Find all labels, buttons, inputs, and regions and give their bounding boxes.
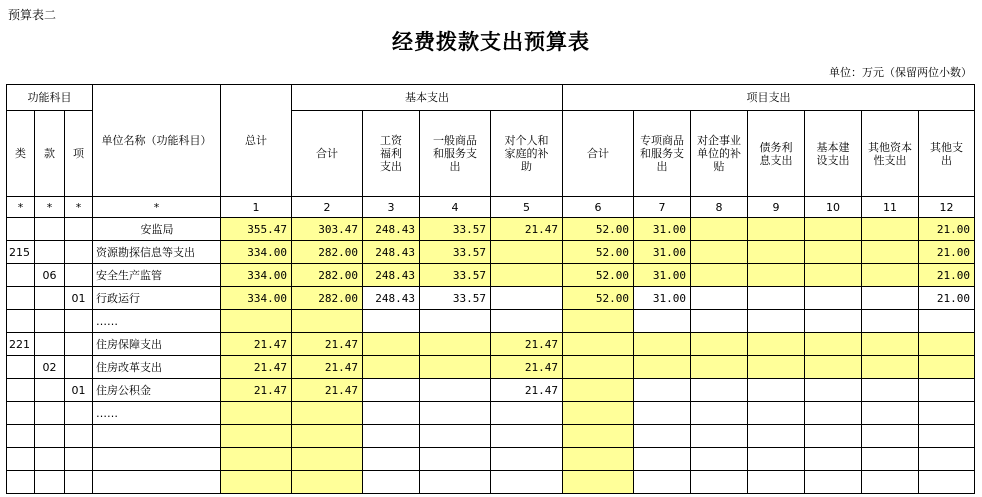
cell-kuan: [35, 218, 65, 241]
cell-value: 21.47: [292, 356, 363, 379]
cell-value: [363, 471, 420, 494]
cell-value: [634, 310, 691, 333]
cell-value: [748, 333, 805, 356]
cell-kuan: [35, 333, 65, 356]
cell-value: [919, 448, 975, 471]
table-row: [7, 264, 975, 287]
cell-value: 21.00: [919, 241, 975, 264]
cell-value: [221, 448, 292, 471]
cell-kuan: [35, 379, 65, 402]
cell-value: 21.47: [221, 356, 292, 379]
cell-value: [563, 356, 634, 379]
cell-value: [919, 471, 975, 494]
form-label: 预算表二: [8, 8, 57, 22]
cell-value: [420, 310, 491, 333]
cell-value: 248.43: [363, 218, 420, 241]
table-row: [7, 241, 975, 264]
cell-xiang: 01: [65, 287, 93, 310]
cell-value: [420, 379, 491, 402]
cell-value: [691, 356, 748, 379]
cell-value: 21.00: [919, 218, 975, 241]
cell-kuan: [35, 241, 65, 264]
cell-value: [748, 356, 805, 379]
table-row: [7, 287, 975, 310]
cell-value: [563, 402, 634, 425]
cell-value: [805, 333, 862, 356]
cell-value: [292, 425, 363, 448]
cell-value: 21.00: [919, 264, 975, 287]
cell-value: [805, 448, 862, 471]
cell-unit-name: 资源勘探信息等支出: [93, 241, 221, 264]
index-cell: 4: [420, 197, 491, 218]
cell-value: [491, 241, 563, 264]
cell-value: 33.57: [420, 264, 491, 287]
cell-value: [563, 448, 634, 471]
table-row: [7, 310, 975, 333]
header-basic: 基本支出: [292, 85, 563, 111]
cell-value: [363, 310, 420, 333]
cell-value: [292, 448, 363, 471]
cell-value: [634, 379, 691, 402]
cell-value: [420, 425, 491, 448]
cell-value: [420, 402, 491, 425]
cell-xiang: [65, 425, 93, 448]
cell-value: [862, 356, 919, 379]
index-cell: 9: [748, 197, 805, 218]
cell-value: [805, 264, 862, 287]
cell-value: 21.47: [221, 333, 292, 356]
cell-value: [862, 287, 919, 310]
header-enterprise: 对企事业单位的补贴: [691, 111, 748, 197]
cell-value: [420, 356, 491, 379]
header-basic-sum: 合计: [292, 111, 363, 197]
index-row: [7, 197, 975, 218]
cell-xiang: 01: [65, 379, 93, 402]
page-title: 经费拨款支出预算表: [392, 29, 590, 54]
cell-value: [363, 425, 420, 448]
cell-value: 21.47: [292, 379, 363, 402]
header-func-subject: 功能科目: [7, 85, 93, 111]
cell-value: 52.00: [563, 264, 634, 287]
cell-value: [691, 425, 748, 448]
cell-value: 21.47: [491, 379, 563, 402]
header-construction: 基本建设支出: [805, 111, 862, 197]
cell-value: 52.00: [563, 241, 634, 264]
cell-xiang: [65, 264, 93, 287]
table-row: [7, 402, 975, 425]
cell-value: [491, 471, 563, 494]
cell-kuan: [35, 425, 65, 448]
cell-value: [691, 241, 748, 264]
cell-value: [363, 333, 420, 356]
cell-value: [862, 218, 919, 241]
index-cell: 6: [563, 197, 634, 218]
index-cell: 8: [691, 197, 748, 218]
cell-kuan: [35, 402, 65, 425]
cell-value: [221, 425, 292, 448]
cell-value: [691, 379, 748, 402]
index-cell: *: [93, 197, 221, 218]
table-row: [7, 448, 975, 471]
cell-value: 282.00: [292, 264, 363, 287]
cell-kuan: [35, 287, 65, 310]
header-kuan: 款: [35, 111, 65, 197]
cell-value: [691, 264, 748, 287]
cell-value: [748, 310, 805, 333]
cell-lei: [7, 379, 35, 402]
cell-lei: [7, 310, 35, 333]
cell-value: [563, 425, 634, 448]
cell-value: [862, 241, 919, 264]
cell-value: [292, 310, 363, 333]
cell-value: [563, 471, 634, 494]
cell-lei: 215: [7, 241, 35, 264]
cell-value: [691, 287, 748, 310]
index-cell: *: [65, 197, 93, 218]
cell-value: 248.43: [363, 241, 420, 264]
cell-xiang: [65, 310, 93, 333]
cell-value: [748, 379, 805, 402]
cell-value: [748, 241, 805, 264]
cell-unit-name: 住房保障支出: [93, 333, 221, 356]
cell-kuan: [35, 471, 65, 494]
header-other-capital: 其他资本性支出: [862, 111, 919, 197]
cell-value: [862, 425, 919, 448]
cell-value: [420, 333, 491, 356]
cell-value: [805, 425, 862, 448]
cell-value: 31.00: [634, 287, 691, 310]
cell-unit-name: [93, 425, 221, 448]
cell-value: [491, 425, 563, 448]
cell-value: [691, 471, 748, 494]
cell-value: [862, 310, 919, 333]
cell-value: [691, 402, 748, 425]
cell-value: [292, 402, 363, 425]
index-cell: 12: [919, 197, 975, 218]
header-project: 项目支出: [563, 85, 975, 111]
cell-value: [363, 402, 420, 425]
cell-value: [491, 264, 563, 287]
table-row: [7, 425, 975, 448]
cell-value: 334.00: [221, 241, 292, 264]
unit-note: 单位：万元（保留两位小数）: [829, 66, 972, 79]
cell-unit-name: 安全生产监管: [93, 264, 221, 287]
cell-value: [634, 356, 691, 379]
cell-value: [919, 379, 975, 402]
cell-value: [221, 471, 292, 494]
table-row: [7, 356, 975, 379]
cell-kuan: [35, 310, 65, 333]
cell-value: 33.57: [420, 241, 491, 264]
cell-value: [691, 333, 748, 356]
cell-kuan: 06: [35, 264, 65, 287]
table-row: [7, 379, 975, 402]
cell-value: [805, 241, 862, 264]
cell-value: [634, 471, 691, 494]
cell-value: [919, 310, 975, 333]
cell-value: [420, 471, 491, 494]
cell-value: [634, 402, 691, 425]
cell-value: [862, 448, 919, 471]
cell-value: [634, 425, 691, 448]
cell-lei: [7, 218, 35, 241]
index-cell: 11: [862, 197, 919, 218]
cell-xiang: [65, 448, 93, 471]
cell-value: [363, 356, 420, 379]
cell-value: [919, 356, 975, 379]
cell-value: 355.47: [221, 218, 292, 241]
cell-value: 282.00: [292, 287, 363, 310]
cell-xiang: [65, 333, 93, 356]
cell-value: 248.43: [363, 287, 420, 310]
cell-value: [748, 402, 805, 425]
cell-lei: [7, 471, 35, 494]
cell-value: [862, 333, 919, 356]
cell-value: [634, 333, 691, 356]
cell-xiang: [65, 471, 93, 494]
header-wages: 工资福利支出: [363, 111, 420, 197]
budget-table: [6, 84, 975, 494]
cell-value: [691, 218, 748, 241]
cell-value: [420, 448, 491, 471]
index-cell: 1: [221, 197, 292, 218]
cell-unit-name: 住房改革支出: [93, 356, 221, 379]
cell-value: [363, 448, 420, 471]
cell-value: 52.00: [563, 287, 634, 310]
index-cell: 7: [634, 197, 691, 218]
cell-unit-name: 住房公积金: [93, 379, 221, 402]
cell-xiang: [65, 402, 93, 425]
cell-value: [563, 333, 634, 356]
cell-xiang: [65, 218, 93, 241]
cell-kuan: 02: [35, 356, 65, 379]
cell-value: [634, 448, 691, 471]
cell-value: [691, 448, 748, 471]
header-unit-name: [93, 85, 221, 197]
cell-value: [563, 379, 634, 402]
cell-value: 21.47: [221, 379, 292, 402]
cell-unit-name: ……: [93, 402, 221, 425]
cell-value: [805, 356, 862, 379]
header-debt: 债务利息支出: [748, 111, 805, 197]
cell-value: [805, 218, 862, 241]
cell-value: [691, 310, 748, 333]
cell-xiang: [65, 356, 93, 379]
cell-value: 52.00: [563, 218, 634, 241]
index-cell: 3: [363, 197, 420, 218]
cell-lei: [7, 356, 35, 379]
header-other: 其他支出: [919, 111, 975, 197]
cell-value: 334.00: [221, 287, 292, 310]
cell-unit-name: 安监局: [93, 218, 221, 241]
cell-value: [491, 402, 563, 425]
cell-value: [862, 379, 919, 402]
cell-value: 31.00: [634, 264, 691, 287]
cell-value: 31.00: [634, 241, 691, 264]
cell-value: [221, 310, 292, 333]
cell-value: [919, 333, 975, 356]
table-row: [7, 333, 975, 356]
cell-value: 248.43: [363, 264, 420, 287]
cell-value: [919, 425, 975, 448]
cell-value: [748, 218, 805, 241]
cell-value: [363, 379, 420, 402]
cell-kuan: [35, 448, 65, 471]
cell-lei: [7, 287, 35, 310]
header-lei: 类: [7, 111, 35, 197]
cell-value: [805, 402, 862, 425]
cell-value: [748, 425, 805, 448]
cell-value: 33.57: [420, 218, 491, 241]
cell-value: [748, 264, 805, 287]
cell-value: 334.00: [221, 264, 292, 287]
cell-value: [805, 287, 862, 310]
header-total: 总计: [221, 85, 292, 197]
header-proj-sum: 合计: [563, 111, 634, 197]
cell-lei: [7, 402, 35, 425]
cell-value: 21.47: [292, 333, 363, 356]
cell-value: [221, 402, 292, 425]
cell-value: [919, 402, 975, 425]
cell-value: [862, 264, 919, 287]
cell-value: [491, 448, 563, 471]
cell-lei: 221: [7, 333, 35, 356]
header-special-goods: 专项商品和服务支出: [634, 111, 691, 197]
cell-value: 21.47: [491, 333, 563, 356]
cell-value: [805, 310, 862, 333]
cell-value: [491, 287, 563, 310]
cell-unit-name: 行政运行: [93, 287, 221, 310]
cell-unit-name: ……: [93, 310, 221, 333]
cell-unit-name: [93, 471, 221, 494]
cell-lei: [7, 448, 35, 471]
header-unit-name-text: 单位名称（功能科目）: [101, 134, 212, 147]
index-cell: 2: [292, 197, 363, 218]
cell-value: [805, 379, 862, 402]
cell-lei: [7, 425, 35, 448]
cell-value: 303.47: [292, 218, 363, 241]
cell-value: 282.00: [292, 241, 363, 264]
index-cell: *: [7, 197, 35, 218]
header-row-1: [7, 85, 975, 111]
cell-value: [748, 471, 805, 494]
cell-value: [491, 310, 563, 333]
cell-value: 33.57: [420, 287, 491, 310]
cell-lei: [7, 264, 35, 287]
cell-value: [563, 310, 634, 333]
header-general-goods: 一般商品和服务支出: [420, 111, 491, 197]
cell-value: [862, 471, 919, 494]
cell-xiang: [65, 241, 93, 264]
index-cell: 10: [805, 197, 862, 218]
cell-value: 21.00: [919, 287, 975, 310]
cell-value: 31.00: [634, 218, 691, 241]
cell-value: [862, 402, 919, 425]
index-cell: 5: [491, 197, 563, 218]
header-xiang: 项: [65, 111, 93, 197]
cell-value: [805, 471, 862, 494]
index-cell: *: [35, 197, 65, 218]
cell-unit-name: [93, 448, 221, 471]
cell-value: 21.47: [491, 218, 563, 241]
cell-value: [748, 287, 805, 310]
table-row: [7, 471, 975, 494]
table-row: [7, 218, 975, 241]
cell-value: 21.47: [491, 356, 563, 379]
cell-value: [748, 448, 805, 471]
header-individual: 对个人和家庭的补助: [491, 111, 563, 197]
cell-value: [292, 471, 363, 494]
